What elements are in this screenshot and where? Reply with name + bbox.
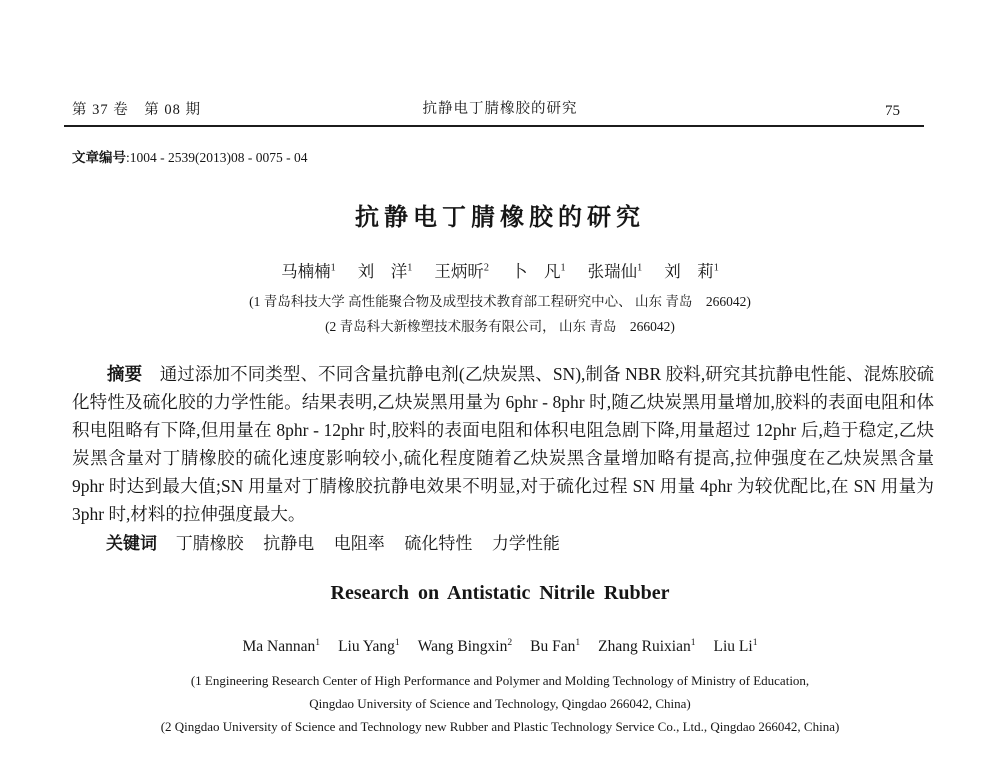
abstract [72, 360, 934, 528]
author-name-en: Liu Yang$^1$ [338, 636, 400, 655]
article-number-value: :1004 - 2539(2013)08 - 0075 - 04 [126, 150, 308, 165]
author-affiliation-superscript: 1 [407, 262, 413, 274]
author-affiliation-superscript: 1 [713, 262, 719, 274]
journal-issue-info: 第 37 卷 第 08 期 [72, 102, 201, 118]
running-title: 抗静电丁腈橡胶的研究 [422, 101, 578, 117]
author-name-en: Liu Li$^1$ [713, 636, 758, 655]
abstract-text: 通过添加不同类型、不同含量抗静电剂(乙炔炭黑、SN),制备 NBR 胶料,研究其抗静电性能、混炼胶硫化特性及硫化胶的力学性能。结果表明,乙炔炭黑用量为 6phr - 8phr 时,随乙炔炭黑用量增加,胶料的表面电阻和体积电阻略有下降,但用量在 8phr - 12phr 时,胶料的表面电阻和体积电阻急剧下降,用量超过 12phr 后,趋于稳定,乙炔炭黑含量对丁腈橡胶的硫化速度影响较小,硫化程度随着乙炔炭黑含量增加略有提高,拉伸强度在乙炔炭黑含量 9phr 时达到最大值;SN 用量对丁腈橡胶抗静电效果不明显,对于硫化过程 SN 用量 4phr 为较优配比,在 SN 用量为 3phr 时,材料的拉伸强度最大。 [72, 364, 934, 524]
keyword-item: 电阻率 [333, 534, 385, 553]
author-name-zh: 王炳昕$^2$ [434, 262, 489, 281]
author-name-zh: 刘 洋$^1$ [357, 262, 413, 281]
keywords-label: 关键词 [106, 534, 157, 553]
article-number-label: 文章编号 [72, 150, 126, 165]
keyword-list [176, 534, 580, 553]
author-affiliation-superscript: 2 [483, 262, 489, 274]
abstract-label: 摘要 [107, 364, 143, 384]
author-affiliation-superscript: 1 [690, 636, 696, 648]
paper-title-zh: 抗静电丁腈橡胶的研究 [355, 205, 645, 231]
paper-title-en: Research on Antistatic Nitrile Rubber [330, 582, 670, 604]
affiliations-en [0, 669, 1000, 738]
keywords [72, 529, 934, 554]
keyword-item: 丁腈橡胶 [175, 534, 244, 553]
author-affiliation-superscript: 1 [752, 636, 758, 648]
author-affiliation-superscript: 1 [394, 636, 400, 648]
affiliation-line-en: (1 Engineering Research Center of High Performance and Polymer and Molding Technology of Ministry of Education, [190, 673, 810, 688]
authors-zh [0, 258, 1000, 282]
affiliation-line-en: (2 Qingdao University of Science and Technology new Rubber and Plastic Technology Service Co., Ltd., Qingdao 266042, China) [160, 719, 840, 734]
keyword-item: 硫化特性 [404, 534, 473, 553]
author-affiliation-superscript: 1 [315, 636, 321, 648]
affiliation-line-en: Qingdao University of Science and Technology, Qingdao 266042, China) [309, 696, 691, 711]
author-affiliation-superscript: 1 [637, 262, 643, 274]
author-name-zh: 张瑞仙$^1$ [587, 262, 643, 281]
authors-en [0, 638, 1000, 656]
author-affiliation-superscript: 1 [330, 262, 336, 274]
article-number [72, 146, 307, 166]
keyword-item: 力学性能 [491, 534, 560, 553]
affiliation-line-zh: (1 青岛科技大学 高性能聚合物及成型技术教育部工程研究中心、 山东 青岛 266042) [249, 294, 751, 309]
affiliation-line-zh: (2 青岛科大新橡塑技术服务有限公司， 山东 青岛 266042) [325, 319, 675, 334]
affiliations-zh [0, 289, 1000, 339]
author-name-zh: 马楠楠$^1$ [281, 262, 336, 281]
author-name-en: Wang Bingxin$^2$ [417, 636, 513, 655]
page-number: 75 [885, 103, 900, 119]
author-affiliation-superscript: 1 [560, 262, 566, 274]
author-name-zh: 卜 凡$^1$ [511, 262, 566, 281]
author-name-en: Bu Fan$^1$ [530, 636, 581, 655]
keyword-item: 抗静电 [263, 534, 315, 553]
author-name-en: Ma Nannan$^1$ [242, 636, 321, 655]
author-name-en: Zhang Ruixian$^1$ [598, 636, 696, 655]
header-rule [64, 125, 924, 127]
author-name-zh: 刘 莉$^1$ [664, 262, 719, 281]
author-affiliation-superscript: 1 [575, 636, 581, 648]
author-affiliation-superscript: 2 [507, 636, 513, 648]
